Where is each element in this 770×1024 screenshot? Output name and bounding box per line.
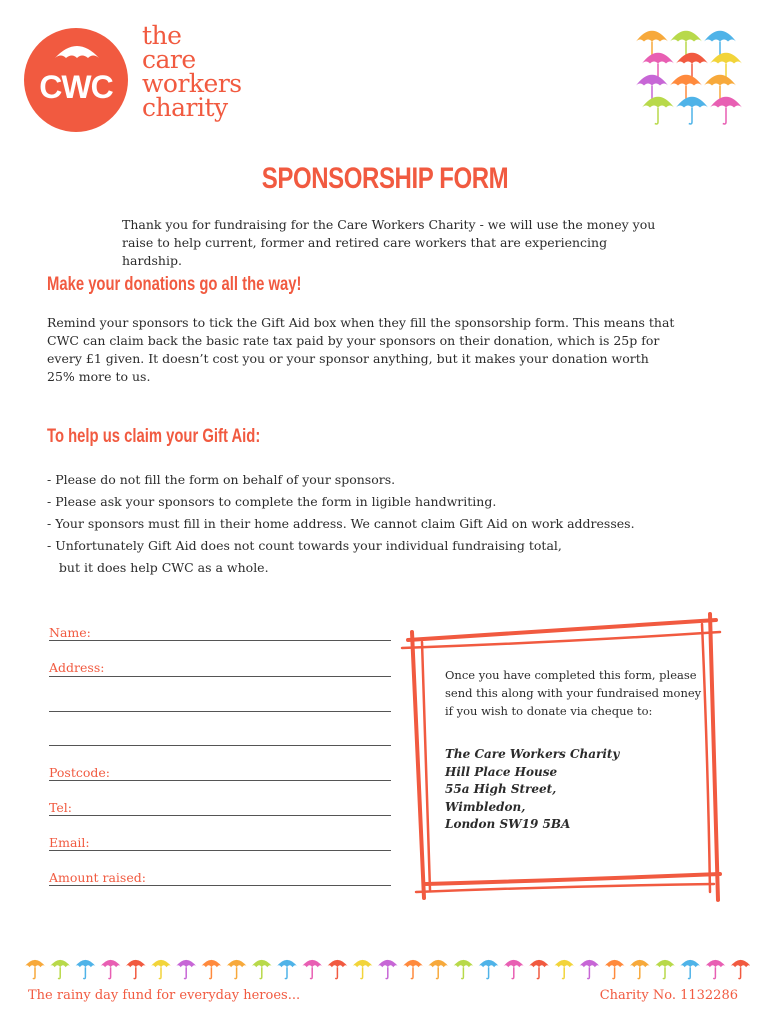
address-line-text: The Care Workers Charity xyxy=(445,747,620,761)
umbrella-handle xyxy=(58,967,60,978)
umbrella-canopy xyxy=(100,960,122,967)
address-line-text: 55a High Street, xyxy=(445,782,557,796)
umbrella-handle xyxy=(209,967,211,978)
umbrella-canopy xyxy=(251,960,273,967)
umbrella-handle xyxy=(285,967,287,978)
umbrella-canopy xyxy=(276,960,298,967)
address-field-3[interactable] xyxy=(49,724,391,746)
umbrella-handle xyxy=(360,967,362,978)
umbrella-handle xyxy=(260,967,262,978)
address-line-text: Wimbledon, xyxy=(445,799,526,814)
umbrella-handle xyxy=(134,967,136,978)
umbrella-handle xyxy=(537,967,539,978)
umbrella-canopy xyxy=(604,960,626,967)
name-line xyxy=(49,640,391,641)
umbrella-row-icon xyxy=(20,952,750,992)
umbrella-canopy xyxy=(704,960,726,967)
intro-text: Thank you for fundraising for the Care Workers Charity - we will use the money you raise to help current, former and retired care workers that are experiencing hardship. xyxy=(122,217,656,268)
page-title: SPONSORSHIP FORM xyxy=(261,162,509,195)
list-item: - Unfortunately Gift Aid does not count towards your individual fundraising total, xyxy=(47,538,562,553)
email-field[interactable] xyxy=(49,830,391,852)
umbrella-canopy xyxy=(642,97,674,108)
umbrella-canopy xyxy=(654,960,676,967)
umbrella-handle xyxy=(461,967,463,978)
umbrella-handle xyxy=(335,967,337,978)
umbrella-canopy xyxy=(326,960,348,967)
address-label: Address: xyxy=(49,660,105,675)
umbrella-canopy xyxy=(578,960,600,967)
address-line-text: London SW19 5BA xyxy=(445,817,571,831)
footer-tagline: The rainy day fund for everyday heroes... xyxy=(28,988,301,1003)
umbrella-canopy xyxy=(642,53,674,64)
umbrella-canopy xyxy=(226,960,248,967)
umbrella-handle xyxy=(310,967,312,978)
umbrella-canopy xyxy=(636,31,668,42)
umbrella-handle xyxy=(108,967,110,978)
list-item: - Please do not fill the form on behalf of your sponsors. xyxy=(47,472,396,487)
umbrella-handle xyxy=(436,967,438,978)
address-line xyxy=(49,711,391,712)
umbrella-canopy xyxy=(629,960,651,967)
umbrella-canopy xyxy=(301,960,323,967)
umbrella-canopy xyxy=(676,53,708,64)
umbrella-handle xyxy=(184,967,186,978)
umbrella-canopy xyxy=(125,960,147,967)
postcode-field[interactable] xyxy=(49,760,391,782)
amount-label: Amount raised: xyxy=(49,870,146,885)
umbrella-handle xyxy=(587,967,589,978)
umbrella-canopy xyxy=(553,960,575,967)
list-item: - Your sponsors must fill in their home address. We cannot claim Gift Aid on work addresses. xyxy=(47,516,635,531)
umbrella-handle xyxy=(159,967,161,978)
donations-body: Remind your sponsors to tick the Gift Aid box when they fill the sponsorship form. This means that CWC can claim back the basic rate tax paid by your sponsors on their donation, which is 25p for every £1 given. It doesn’t cost you or your sponsor anything, but it makes your donation worth 25% more to us. xyxy=(47,315,675,384)
address-line-text: Hill Place House xyxy=(445,764,558,779)
logo-initials: CWC xyxy=(39,68,113,105)
umbrella-canopy xyxy=(710,97,742,108)
umbrella-handle xyxy=(723,107,726,124)
list-item: - Please ask your sponsors to complete the form in ligible handwriting. xyxy=(47,494,497,509)
umbrella-canopy xyxy=(377,960,399,967)
umbrella-canopy xyxy=(676,97,708,108)
umbrella-handle xyxy=(638,967,640,978)
umbrella-canopy xyxy=(636,75,668,86)
charity-number: Charity No. 1132286 xyxy=(599,988,738,1003)
umbrella-handle xyxy=(411,967,413,978)
umbrella-handle xyxy=(655,107,658,124)
umbrella-canopy xyxy=(352,960,374,967)
gift-aid-list xyxy=(47,469,667,579)
umbrella-canopy xyxy=(49,960,71,967)
postcode-label: Postcode: xyxy=(49,765,111,780)
umbrella-cluster-icon xyxy=(632,24,744,132)
umbrella-canopy xyxy=(427,960,449,967)
umbrella-handle xyxy=(663,967,665,978)
name-label: Name: xyxy=(49,625,91,640)
logo-umbrella-icon xyxy=(53,40,101,70)
umbrella-canopy xyxy=(478,960,500,967)
umbrella-handle xyxy=(713,967,715,978)
umbrella-canopy xyxy=(670,75,702,86)
umbrella-canopy xyxy=(730,960,750,967)
umbrella-handle xyxy=(689,107,692,124)
tel-field[interactable] xyxy=(49,795,391,817)
umbrella-handle xyxy=(386,967,388,978)
umbrella-canopy xyxy=(402,960,424,967)
umbrella-canopy xyxy=(452,960,474,967)
umbrella-canopy xyxy=(679,960,701,967)
umbrella-handle xyxy=(562,967,564,978)
umbrella-handle xyxy=(33,967,35,978)
email-label: Email: xyxy=(49,835,90,850)
umbrella-canopy xyxy=(175,960,197,967)
umbrella-handle xyxy=(234,967,236,978)
umbrella-canopy xyxy=(24,960,46,967)
logo-wordmark xyxy=(142,21,242,122)
umbrella-handle xyxy=(83,967,85,978)
mailing-address xyxy=(445,746,710,834)
amount-field[interactable] xyxy=(49,865,391,887)
umbrella-canopy xyxy=(150,960,172,967)
logo-word: workers xyxy=(142,69,242,98)
umbrella-canopy xyxy=(200,960,222,967)
amount-line xyxy=(49,885,391,886)
umbrella-handle xyxy=(738,967,740,978)
umbrella-handle xyxy=(688,967,690,978)
umbrella-handle xyxy=(512,967,514,978)
umbrella-handle xyxy=(486,967,488,978)
gift-aid-heading: To help us claim your Gift Aid: xyxy=(47,426,261,447)
address-field-1[interactable] xyxy=(49,655,391,677)
postcode-line xyxy=(49,780,391,781)
umbrella-canopy xyxy=(670,31,702,42)
umbrella-canopy xyxy=(710,53,742,64)
address-line xyxy=(49,745,391,746)
umbrella-canopy xyxy=(704,31,736,42)
umbrella-canopy xyxy=(528,960,550,967)
donations-heading: Make your donations go all the way! xyxy=(47,274,302,295)
tel-label: Tel: xyxy=(49,800,72,815)
tel-line xyxy=(49,815,391,816)
umbrella-canopy xyxy=(74,960,96,967)
mailing-note: Once you have completed this form, please send this along with your fundraised money if you wish to donate via cheque to: xyxy=(445,668,702,718)
logo-word: charity xyxy=(142,93,228,122)
umbrella-handle xyxy=(612,967,614,978)
email-line xyxy=(49,850,391,851)
address-field-2[interactable] xyxy=(49,690,391,712)
umbrella-canopy xyxy=(503,960,525,967)
logo-word: the xyxy=(142,21,182,50)
list-item: but it does help CWC as a whole. xyxy=(47,560,269,575)
logo-word: care xyxy=(142,45,196,74)
name-field[interactable] xyxy=(49,620,391,642)
umbrella-canopy xyxy=(704,75,736,86)
address-line xyxy=(49,676,391,677)
